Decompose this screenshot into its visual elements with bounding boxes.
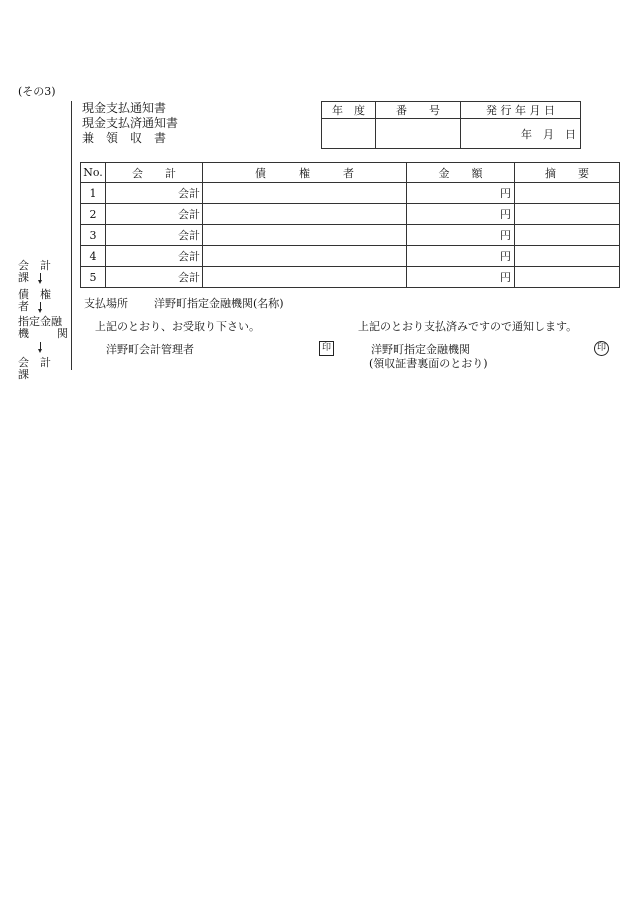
issue-date-label: 発 行 年 月 日 <box>461 102 581 119</box>
row-no: 4 <box>81 246 106 267</box>
title-block <box>82 101 178 146</box>
col-amount-header: 金 額 <box>407 163 515 183</box>
flow-step-bank-line2 <box>18 328 68 340</box>
seal-mark-icon: 印 <box>319 341 334 356</box>
row-memo[interactable] <box>515 225 620 246</box>
issue-info-box <box>321 101 581 149</box>
number-label: 番 号 <box>376 102 461 119</box>
flow-arrow-down-icon <box>40 302 41 310</box>
row-creditor[interactable] <box>203 267 407 288</box>
row-account[interactable]: 会計 <box>106 225 203 246</box>
row-creditor[interactable] <box>203 246 407 267</box>
row-no: 5 <box>81 267 106 288</box>
flow-step-accounting-final: 会 計 課 <box>18 356 62 381</box>
row-amount[interactable]: 円 <box>407 225 515 246</box>
title-line-1: 現金支払通知書 <box>82 101 167 115</box>
col-creditor-header: 債 権 者 <box>203 163 407 183</box>
row-creditor[interactable] <box>203 183 407 204</box>
row-memo[interactable] <box>515 183 620 204</box>
row-memo[interactable] <box>515 204 620 225</box>
table-row <box>81 246 620 267</box>
flow-step-bank-char-left: 機 <box>18 327 29 340</box>
col-account-header: 会 計 <box>106 163 203 183</box>
row-amount[interactable]: 円 <box>407 183 515 204</box>
flow-arrow-down-icon <box>40 342 41 350</box>
table-row <box>81 183 620 204</box>
row-account[interactable]: 会計 <box>106 204 203 225</box>
col-memo-header: 摘 要 <box>515 163 620 183</box>
table-row <box>81 267 620 288</box>
row-amount[interactable]: 円 <box>407 204 515 225</box>
row-account[interactable]: 会計 <box>106 183 203 204</box>
col-no-header: No. <box>81 163 106 183</box>
table-row <box>81 204 620 225</box>
row-account[interactable]: 会計 <box>106 267 203 288</box>
flow-step-accounting: 会 計 課 <box>18 259 62 284</box>
row-creditor[interactable] <box>203 225 407 246</box>
row-amount[interactable]: 円 <box>407 267 515 288</box>
number-cell[interactable] <box>376 119 461 149</box>
row-no: 3 <box>81 225 106 246</box>
right-note: (領収証書裏面のとおり) <box>369 357 488 370</box>
payment-table <box>80 162 620 288</box>
payment-place-label: 支払場所 <box>84 297 128 310</box>
right-notice: 上記のとおり支払済みですので通知します。 <box>358 320 578 333</box>
right-signer: 洋野町指定金融機関 <box>371 343 470 356</box>
flow-arrow-down-icon <box>40 273 41 281</box>
row-no: 2 <box>81 204 106 225</box>
year-cell[interactable] <box>322 119 376 149</box>
left-divider <box>71 101 72 370</box>
row-account[interactable]: 会計 <box>106 246 203 267</box>
row-memo[interactable] <box>515 246 620 267</box>
left-signer: 洋野町会計管理者 <box>106 343 194 356</box>
issue-date-cell[interactable] <box>461 119 581 149</box>
table-row <box>81 225 620 246</box>
round-seal-mark-icon: 印 <box>594 341 609 356</box>
year-label: 年 度 <box>322 102 376 119</box>
row-creditor[interactable] <box>203 204 407 225</box>
flow-step-bank-char-right: 関 <box>57 327 68 340</box>
issue-date-placeholder: 年 月 日 <box>521 127 576 141</box>
flow-step-creditor: 債 権 者 <box>18 288 62 313</box>
row-no: 1 <box>81 183 106 204</box>
row-memo[interactable] <box>515 267 620 288</box>
payment-place-value: 洋野町指定金融機関(名称) <box>154 297 284 310</box>
flow-step-bank-line1: 指定金融 <box>18 315 62 328</box>
flow-step-bank <box>18 316 68 340</box>
row-amount[interactable]: 円 <box>407 246 515 267</box>
left-notice: 上記のとおり、お受取り下さい。 <box>95 320 260 333</box>
form-label: (その3) <box>18 85 56 98</box>
title-line-2: 現金支払済通知書 <box>82 116 179 130</box>
title-line-3: 兼 領 収 書 <box>82 131 167 145</box>
